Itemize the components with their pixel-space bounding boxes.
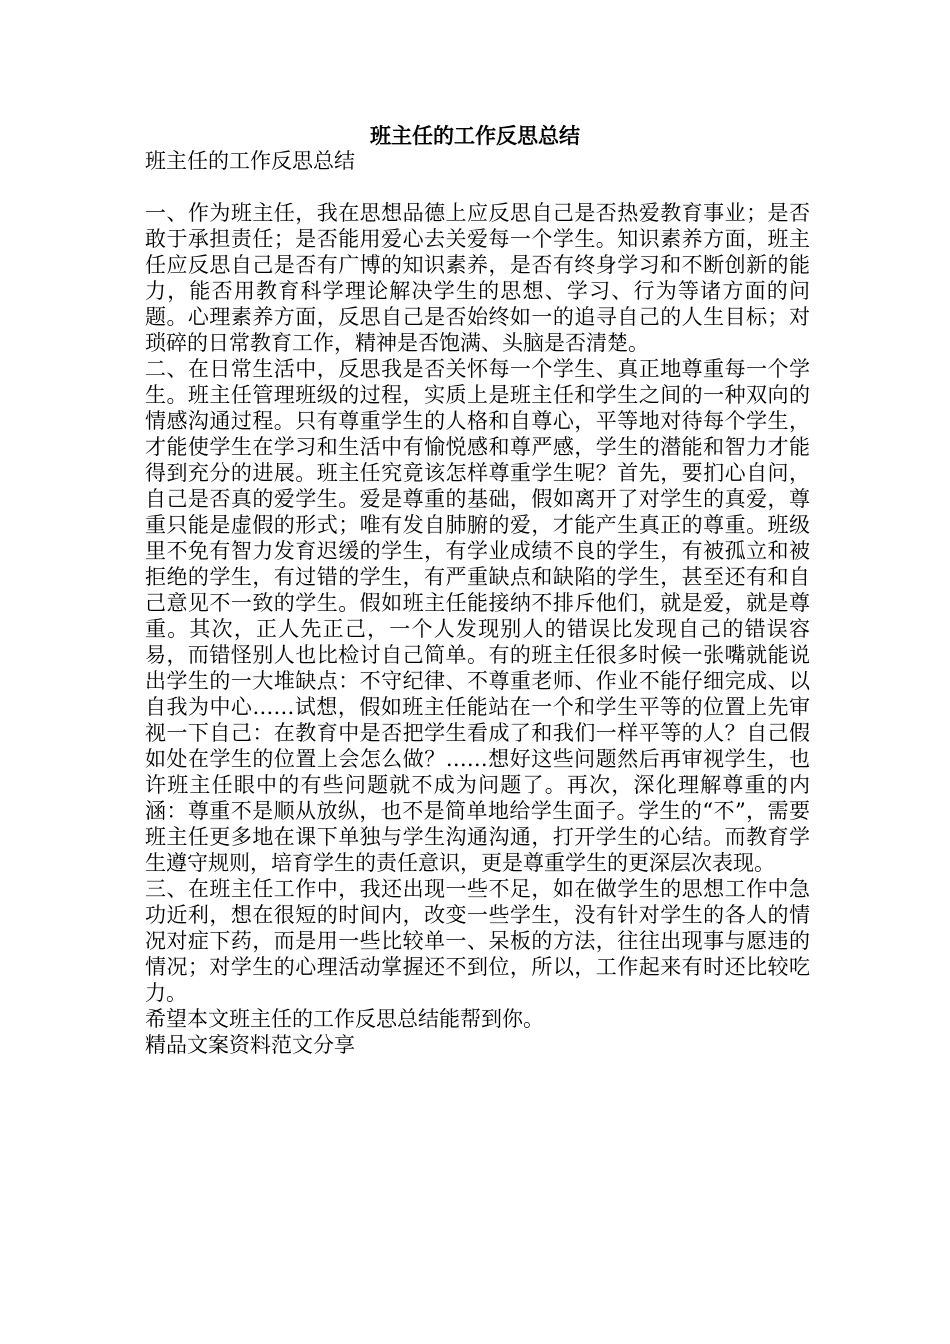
paragraph-3: 三、在班主任工作中，我还出现一些不足，如在做学生的思想工作中急功近利，想在很短的时间内，改变一些学生，没有针对学生的各人的情况对症下药，而是用一些比较单一、呆板的方法，往往出现事与愿违的情况；对学生的心理活动掌握还不到位，所以，工作起来有时还比较吃力。	[145, 877, 810, 1005]
document-title: 班主任的工作反思总结	[370, 123, 580, 148]
footer-note: 精品文案资料范文分享	[145, 1033, 355, 1057]
document-body	[145, 148, 810, 1058]
paragraph-1: 一、作为班主任，我在思想品德上应反思自己是否热爱教育事业；是否敢于承担责任；是否能用爱心去关爱每一个学生。知识素养方面，班主任应反思自己是否有广博的知识素养，是否有终身学习和不断创新的能力，能否用教育科学理论解决学生的思想、学习、行为等诸方面的问题。心理素养方面，反思自己是否始终如一的追寻自己的人生目标；对琐碎的日常教育工作，精神是否饱满、头脑是否清楚。	[145, 201, 810, 355]
document-subtitle: 班主任的工作反思总结	[145, 149, 355, 173]
closing-line: 希望本文班主任的工作反思总结能帮到你。	[145, 1007, 544, 1031]
paragraph-2: 二、在日常生活中，反思我是否关怀每一个学生、真正地尊重每一个学生。班主任管理班级的过程，实质上是班主任和学生之间的一种双向的情感沟通过程。只有尊重学生的人格和自尊心，平等地对待每个学生，才能使学生在学习和生活中有愉悦感和尊严感，学生的潜能和智力才能得到充分的进展。班主任究竟该怎样尊重学生呢？首先，要扪心自问，自己是否真的爱学生。爱是尊重的基础，假如离开了对学生的真爱，尊重只能是虚假的形式；唯有发自肺腑的爱，才能产生真正的尊重。班级里不免有智力发育迟缓的学生，有学业成绩不良的学生，有被孤立和被拒绝的学生，有过错的学生，有严重缺点和缺陷的学生，甚至还有和自己意见不一致的学生。假如班主任能接纳不排斥他们，就是爱，就是尊重。其次，正人先正己，一个人发现别人的错误比发现自己的错误容易，而错怪别人也比检讨自己简单。有的班主任很多时候一张嘴就能说出学生的一大堆缺点：不守纪律、不尊重老师、作业不能仔细完成、以自我为中心……试想，假如班主任能站在一个和学生平等的位置上先审视一下自己：在教育中是否把学生看成了和我们一样平等的人？自己假如处在学生的位置上会怎么做？……想好这些问题然后再审视学生，也许班主任眼中的有些问题就不成为问题了。再次，深化理解尊重的内涵：尊重不是顺从放纵，也不是简单地给学生面子。学生的“不”，需要班主任更多地在课下单独与学生沟通沟通，打开学生的心结。而教育学生遵守规则，培育学生的责任意识，更是尊重学生的更深层次表现。	[145, 357, 810, 875]
